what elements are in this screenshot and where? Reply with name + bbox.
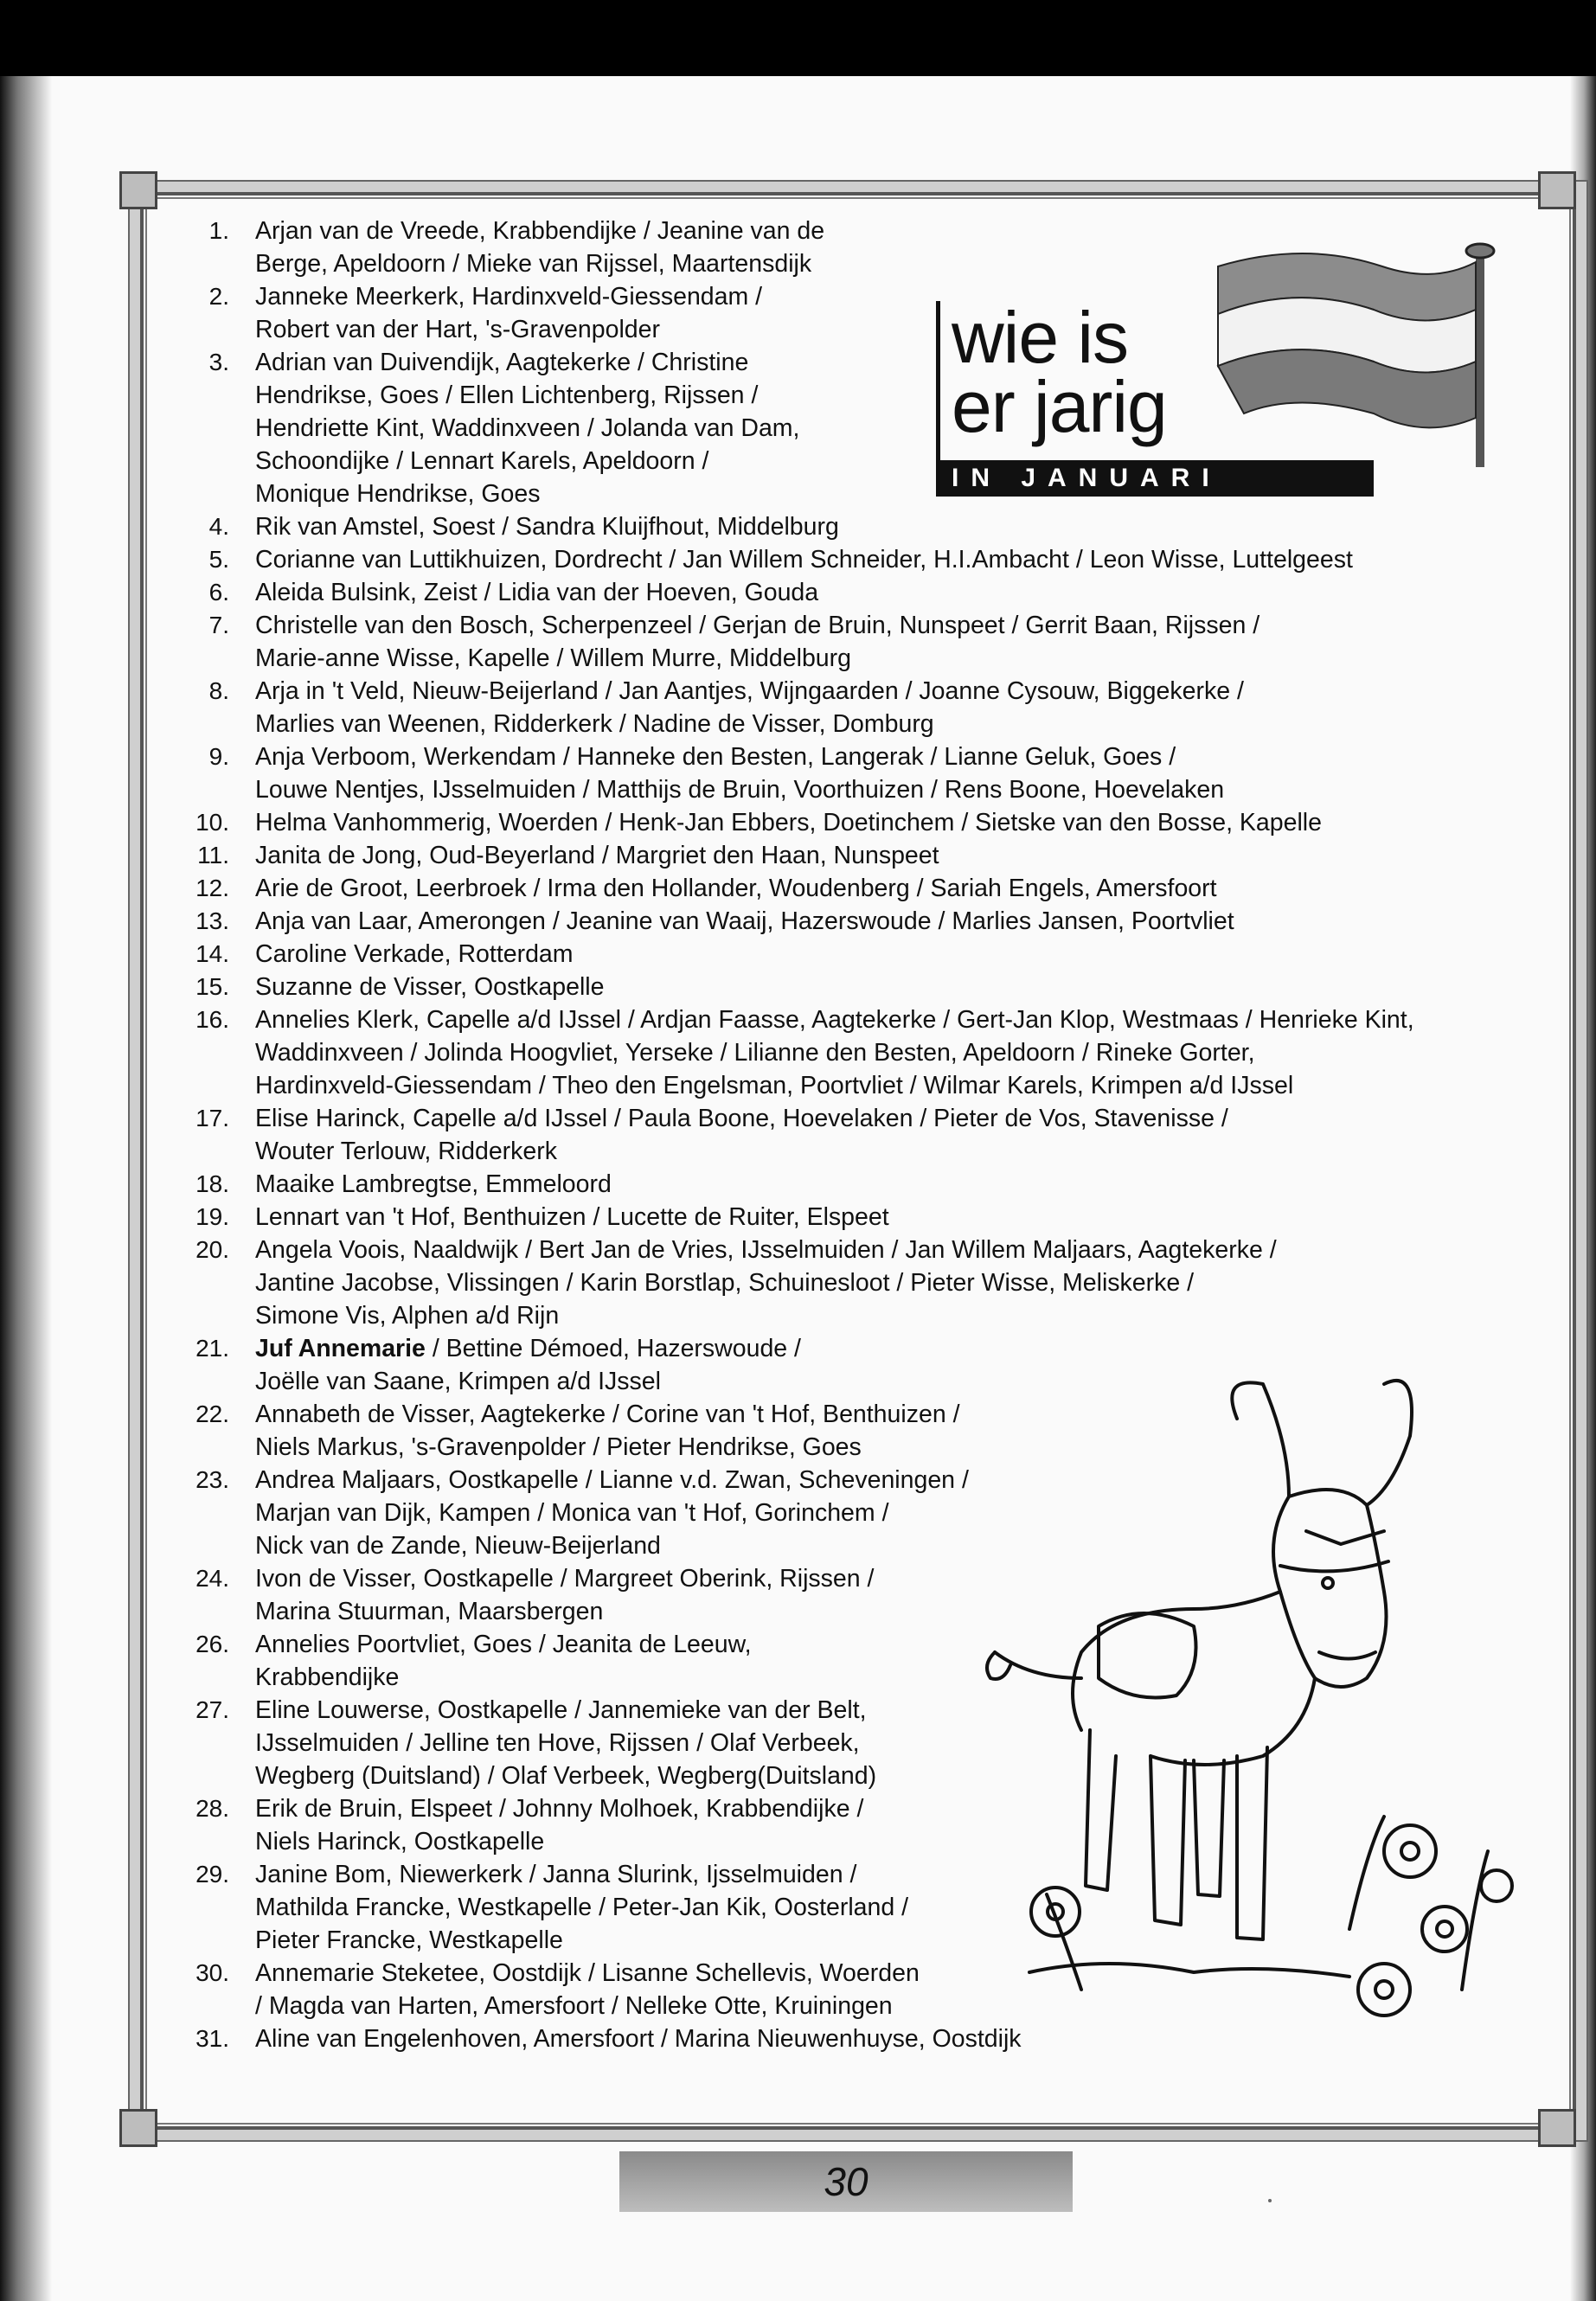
day-number: 19. (195, 1203, 229, 1230)
donkey-illustration (977, 1367, 1514, 2059)
day-number: 8. (208, 677, 229, 704)
names-text: Annelies Klerk, Capelle a/d IJssel / Ardjan Faasse, Aagtekerke / Gert-Jan Klop, Westmaas / Henrieke Kint, Waddinxveen / Jolinda Hoogvliet, Yerseke / Lilianne den Besten, Apeldoorn / Rineke Gorter, Hardinxveld-Giessendam / Theo den Engelsman, Poortvliet / Wilmar Karels, Krimpen a/d IJssel (255, 1006, 1414, 1099)
logo-line-1: wie is (952, 297, 1129, 378)
day-number: 24. (195, 1565, 229, 1592)
day-number: 1. (208, 217, 229, 244)
names-text: Arie de Groot, Leerbroek / Irma den Hollander, Woudenberg / Sariah Engels, Amersfoort (255, 875, 1217, 902)
day-number: 9. (208, 743, 229, 770)
list-item (173, 215, 1522, 280)
day-number: 28. (195, 1795, 229, 1822)
day-number: 14. (195, 940, 229, 967)
list-item (173, 576, 1522, 609)
day-number: 7. (208, 612, 229, 638)
names-text: Anja Verboom, Werkendam / Hanneke den Besten, Langerak / Lianne Geluk, Goes / Louwe Nentjes, IJsselmuiden / Matthijs de Bruin, Voorthuizen / Rens Boone, Hoevelaken (255, 743, 1225, 804)
list-item (173, 806, 1522, 839)
page-number: 30 (824, 2159, 869, 2204)
frame-corner (1538, 2109, 1576, 2147)
day-number: 6. (208, 579, 229, 606)
logo-banner: IN JANUARI (936, 460, 1374, 497)
names-text: Anja van Laar, Amerongen / Jeanine van Waaij, Hazerswoude / Marlies Jansen, Poortvliet (255, 907, 1234, 935)
names-text: Adrian van Duivendijk, Aagtekerke / Christine Hendrikse, Goes / Ellen Lichtenberg, Rijssen / Hendriette Kint, Waddinxveen / Jolanda van Dam, Schoondijke / Lennart Karels, Apeldoorn / Monique Hendrikse, Goes (255, 349, 800, 508)
list-item (173, 346, 1522, 510)
names-text: Maaike Lambregtse, Emmeloord (255, 1170, 612, 1198)
names-text: Aline van Engelenhoven, Amersfoort / Marina Nieuwenhuyse, Oostdijk (255, 2025, 1022, 2053)
names-text: Janita de Jong, Oud-Beyerland / Margriet den Haan, Nunspeet (255, 842, 939, 869)
day-number: 27. (195, 1696, 229, 1723)
names-text: Christelle van den Bosch, Scherpenzeel / Gerjan de Bruin, Nunspeet / Gerrit Baan, Rijssen / Marie-anne Wisse, Kapelle / Willem Murre, Middelburg (255, 612, 1260, 672)
list-item (173, 609, 1522, 675)
day-number: 16. (195, 1006, 229, 1033)
names-text: Suzanne de Visser, Oostkapelle (255, 973, 605, 1001)
day-number: 13. (195, 907, 229, 934)
list-item (173, 839, 1522, 872)
list-item (173, 510, 1522, 543)
names-text (255, 1332, 801, 1398)
day-number: 12. (195, 875, 229, 901)
names-text: Arjan van de Vreede, Krabbendijke / Jeanine van de Berge, Apeldoorn / Mieke van Rijssel, Maartensdijk (255, 217, 825, 278)
frame-corner (1538, 171, 1576, 209)
list-item (173, 1168, 1522, 1201)
names-text: Janneke Meerkerk, Hardinxveld-Giessendam / Robert van der Hart, 's-Gravenpolder (255, 283, 763, 343)
list-item (173, 905, 1522, 938)
list-item (173, 1234, 1522, 1332)
logo-line-2: er jarig (952, 366, 1167, 447)
page-number-bar (619, 2151, 1073, 2212)
highlight-name: Juf Annemarie (255, 1335, 426, 1362)
day-number: 11. (197, 842, 229, 868)
frame-corner (119, 2109, 157, 2147)
names-text: Lennart van 't Hof, Benthuizen / Lucette de Ruiter, Elspeet (255, 1203, 889, 1231)
names-text: Erik de Bruin, Elspeet / Johnny Molhoek, Krabbendijke / Niels Harinck, Oostkapelle (255, 1795, 864, 1856)
names-text: Angela Voois, Naaldwijk / Bert Jan de Vries, IJsselmuiden / Jan Willem Maljaars, Aagtekerke / Jantine Jacobse, Vlissingen / Karin Borstlap, Schuinesloot / Pieter Wisse, Meliskerke / Simone Vis, Alphen a/d Rijn (255, 1236, 1277, 1330)
day-number: 30. (195, 1959, 229, 1986)
day-number: 31. (195, 2025, 229, 2052)
names-text: Annabeth de Visser, Aagtekerke / Corine van 't Hof, Benthuizen / Niels Markus, 's-Gravenpolder / Pieter Hendrikse, Goes (255, 1400, 960, 1461)
names-text: Annelies Poortvliet, Goes / Jeanita de Leeuw, Krabbendijke (255, 1631, 752, 1691)
names-text: Andrea Maljaars, Oostkapelle / Lianne v.d. Zwan, Scheveningen / Marjan van Dijk, Kampen / Monica van 't Hof, Gorinchem / Nick van de Zande, Nieuw-Beijerland (255, 1466, 969, 1560)
names-text: Rik van Amstel, Soest / Sandra Kluijfhout, Middelburg (255, 513, 839, 541)
day-number: 23. (195, 1466, 229, 1493)
names-text: Eline Louwerse, Oostkapelle / Jannemieke van der Belt, IJsselmuiden / Jelline ten Hove, Rijssen / Olaf Verbeek, Wegberg (Duitsland) / Olaf Verbeek, Wegberg(Duitsland) (255, 1696, 877, 1790)
list-item (173, 938, 1522, 971)
day-number: 29. (195, 1861, 229, 1888)
day-number: 22. (195, 1400, 229, 1427)
frame-corner (119, 171, 157, 209)
names-text: Janine Bom, Niewerkerk / Janna Slurink, Ijsselmuiden / Mathilda Francke, Westkapelle / Peter-Jan Kik, Oosterland / Pieter Francke, Westkapelle (255, 1861, 909, 1954)
names-text: Caroline Verkade, Rotterdam (255, 940, 574, 968)
day-number: 21. (195, 1335, 229, 1362)
day-number: 2. (208, 283, 229, 310)
names-text: Annemarie Steketee, Oostdijk / Lisanne Schellevis, Woerden / Magda van Harten, Amersfoort / Nelleke Otte, Kruiningen (255, 1959, 920, 2020)
list-item (173, 740, 1522, 806)
names-text: Corianne van Luttikhuizen, Dordrecht / Jan Willem Schneider, H.I.Ambacht / Leon Wisse, Luttelgeest (255, 546, 1353, 574)
day-number: 10. (195, 809, 229, 836)
list-item (173, 971, 1522, 1003)
list-item (173, 1102, 1522, 1168)
day-number: 20. (195, 1236, 229, 1263)
list-item (173, 675, 1522, 740)
list-item (173, 1201, 1522, 1234)
day-number: 3. (208, 349, 229, 375)
list-item (173, 872, 1522, 905)
day-number: 4. (208, 513, 229, 540)
names-text: Arja in 't Veld, Nieuw-Beijerland / Jan Aantjes, Wijngaarden / Joanne Cysouw, Biggekerke / Marlies van Weenen, Ridderkerk / Nadine de Visser, Domburg (255, 677, 1244, 738)
names-text: Aleida Bulsink, Zeist / Lidia van der Hoeven, Gouda (255, 579, 819, 606)
speck (1268, 2199, 1272, 2202)
names-rest: / Bettine Démoed, Hazerswoude / Joëlle van Saane, Krimpen a/d IJssel (255, 1335, 801, 1395)
list-item (173, 543, 1522, 576)
list-item (173, 1003, 1522, 1102)
names-text: Helma Vanhommerig, Woerden / Henk-Jan Ebbers, Doetinchem / Sietske van den Bosse, Kapelle (255, 809, 1322, 836)
day-number: 5. (208, 546, 229, 573)
day-number: 15. (195, 973, 229, 1000)
day-number: 26. (195, 1631, 229, 1657)
day-number: 18. (195, 1170, 229, 1197)
day-number: 17. (195, 1105, 229, 1131)
list-item (173, 280, 1522, 346)
names-text: Elise Harinck, Capelle a/d IJssel / Paula Boone, Hoevelaken / Pieter de Vos, Stavenisse / Wouter Terlouw, Ridderkerk (255, 1105, 1228, 1165)
names-text: Ivon de Visser, Oostkapelle / Margreet Oberink, Rijssen / Marina Stuurman, Maarsbergen (255, 1565, 875, 1625)
